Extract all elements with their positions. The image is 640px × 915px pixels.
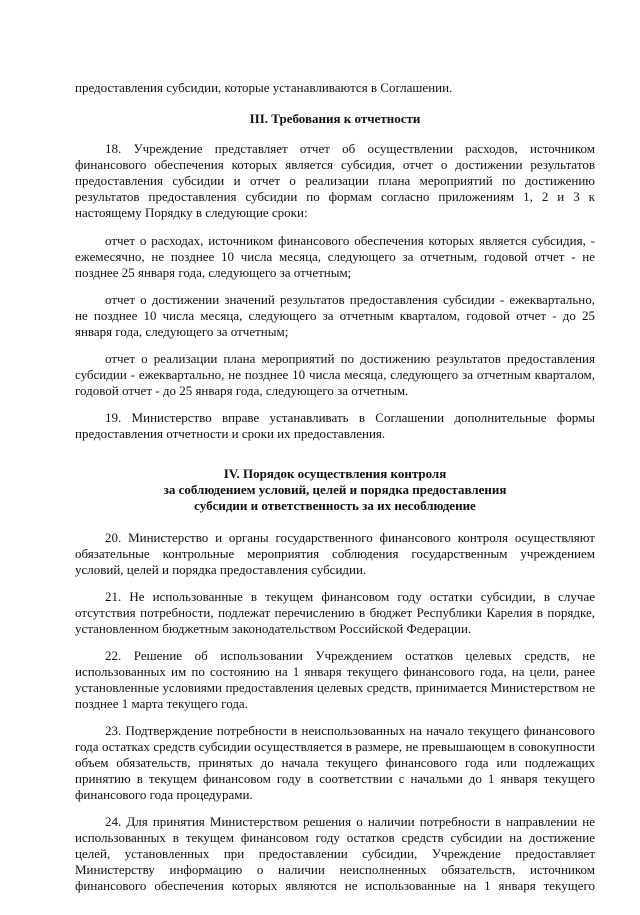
paragraph-line: использованных им по состоянию на 1 января текущего финансового года, на цели, ранее — [75, 664, 595, 679]
paragraph-line: финансового года процедурами. — [75, 787, 253, 802]
paragraph-line: объем обязательств, принятых до начала текущего финансового года или подлежащих — [75, 755, 595, 770]
section-heading: за соблюдением условий, целей и порядка предоставления — [163, 482, 507, 497]
section-heading: IV. Порядок осуществления контроля — [223, 466, 447, 481]
paragraph-line: 20. Министерство и органы государственного финансового контроля осуществляют — [105, 530, 595, 545]
paragraph-line: условий, целей и порядка предоставления субсидии. — [75, 562, 367, 577]
text-line: предоставления субсидии, которые устанавливаются в Соглашении. — [75, 80, 453, 95]
paragraph-line: целей, установленных при предоставлении субсидии, Учреждение предоставляет — [75, 846, 595, 861]
paragraph-line: 24. Для принятия Министерством решения о наличии потребности в направлении не — [105, 814, 595, 829]
section-heading: субсидии и ответственность за их несоблюдение — [194, 498, 476, 513]
paragraph-line: предоставления отчетности и сроки их предоставления. — [75, 426, 386, 441]
paragraph-line: 18. Учреждение представляет отчет об осуществлении расходов, источником — [105, 141, 595, 156]
paragraph-line: января года, следующего за отчетным; — [75, 324, 289, 339]
paragraph-line: года остатках средств субсидии осуществляется в размере, не превышающем в совокупности — [75, 739, 595, 754]
paragraph-line: Министерству информацию о наличии неисполненных обязательств, источником — [75, 862, 595, 877]
paragraph-line: ежемесячно, не позднее 10 числа месяца, следующего за отчетным, годовой отчет - не — [75, 249, 595, 264]
paragraph-line: позднее 25 января года, следующего за отчетным; — [75, 265, 352, 280]
paragraph-line: позднее 1 марта текущего года. — [75, 696, 248, 711]
section-heading: III. Требования к отчетности — [249, 111, 421, 126]
paragraph-line: субсидии - ежеквартально, не позднее 10 числа месяца, следующего за отчетным кварталом, — [75, 367, 595, 382]
paragraph-line: отчет о реализации плана мероприятий по достижению результатов предоставления — [105, 351, 595, 366]
paragraph-line: установленном бюджетным законодательством Российской Федерации. — [75, 621, 472, 636]
paragraph-line: 23. Подтверждение потребности в неиспользованных на начало текущего финансового — [105, 723, 595, 738]
paragraph-line: предоставления субсидии и отчет о реализации плана мероприятий по достижению — [75, 173, 595, 188]
paragraph-line: 21. Не использованные в текущем финансовом году остатки субсидии, в случае — [105, 589, 595, 604]
paragraph-line: финансового обеспечения которых является субсидия, отчет о достижении результатов — [75, 157, 595, 172]
paragraph-line: 22. Решение об использовании Учреждением остатков целевых средств, не — [105, 648, 595, 663]
paragraph-line: не позднее 10 числа месяца, следующего за отчетным кварталом, годовой отчет - до 25 — [75, 308, 595, 323]
paragraph-line: результатов предоставления субсидии по формам согласно приложениям 1, 2 и 3 к — [75, 189, 595, 204]
paragraph-line: отчет о достижении значений результатов предоставления субсидии - ежеквартально, — [105, 292, 595, 307]
paragraph-line: обязательные контрольные мероприятия соблюдения государственным учреждением — [75, 546, 595, 561]
paragraph-line: принятию в текущем финансовом году в соответствии с начальми до 1 января текущего — [75, 771, 595, 786]
paragraph-line: отсутствия потребности, подлежат перечислению в бюджет Республики Карелия в порядке, — [75, 605, 595, 620]
paragraph-line: установленные условиями предоставления целевых средств, принимается Министерством не — [75, 680, 595, 695]
paragraph-line: использованных в текущем финансовом году остатков средств субсидии на достижение — [75, 830, 595, 845]
paragraph-line: 19. Министерство вправе устанавливать в Соглашении дополнительные формы — [105, 410, 595, 425]
paragraph-line: отчет о расходах, источником финансового обеспечения которых является субсидия, - — [105, 233, 595, 248]
paragraph-line: годовой отчет - до 25 января года, следующего за отчетным. — [75, 383, 409, 398]
paragraph-line: финансового обеспечения которых являются не использованные на 1 января текущего — [75, 878, 595, 893]
paragraph-line: настоящему Порядку в следующие сроки: — [75, 205, 308, 220]
